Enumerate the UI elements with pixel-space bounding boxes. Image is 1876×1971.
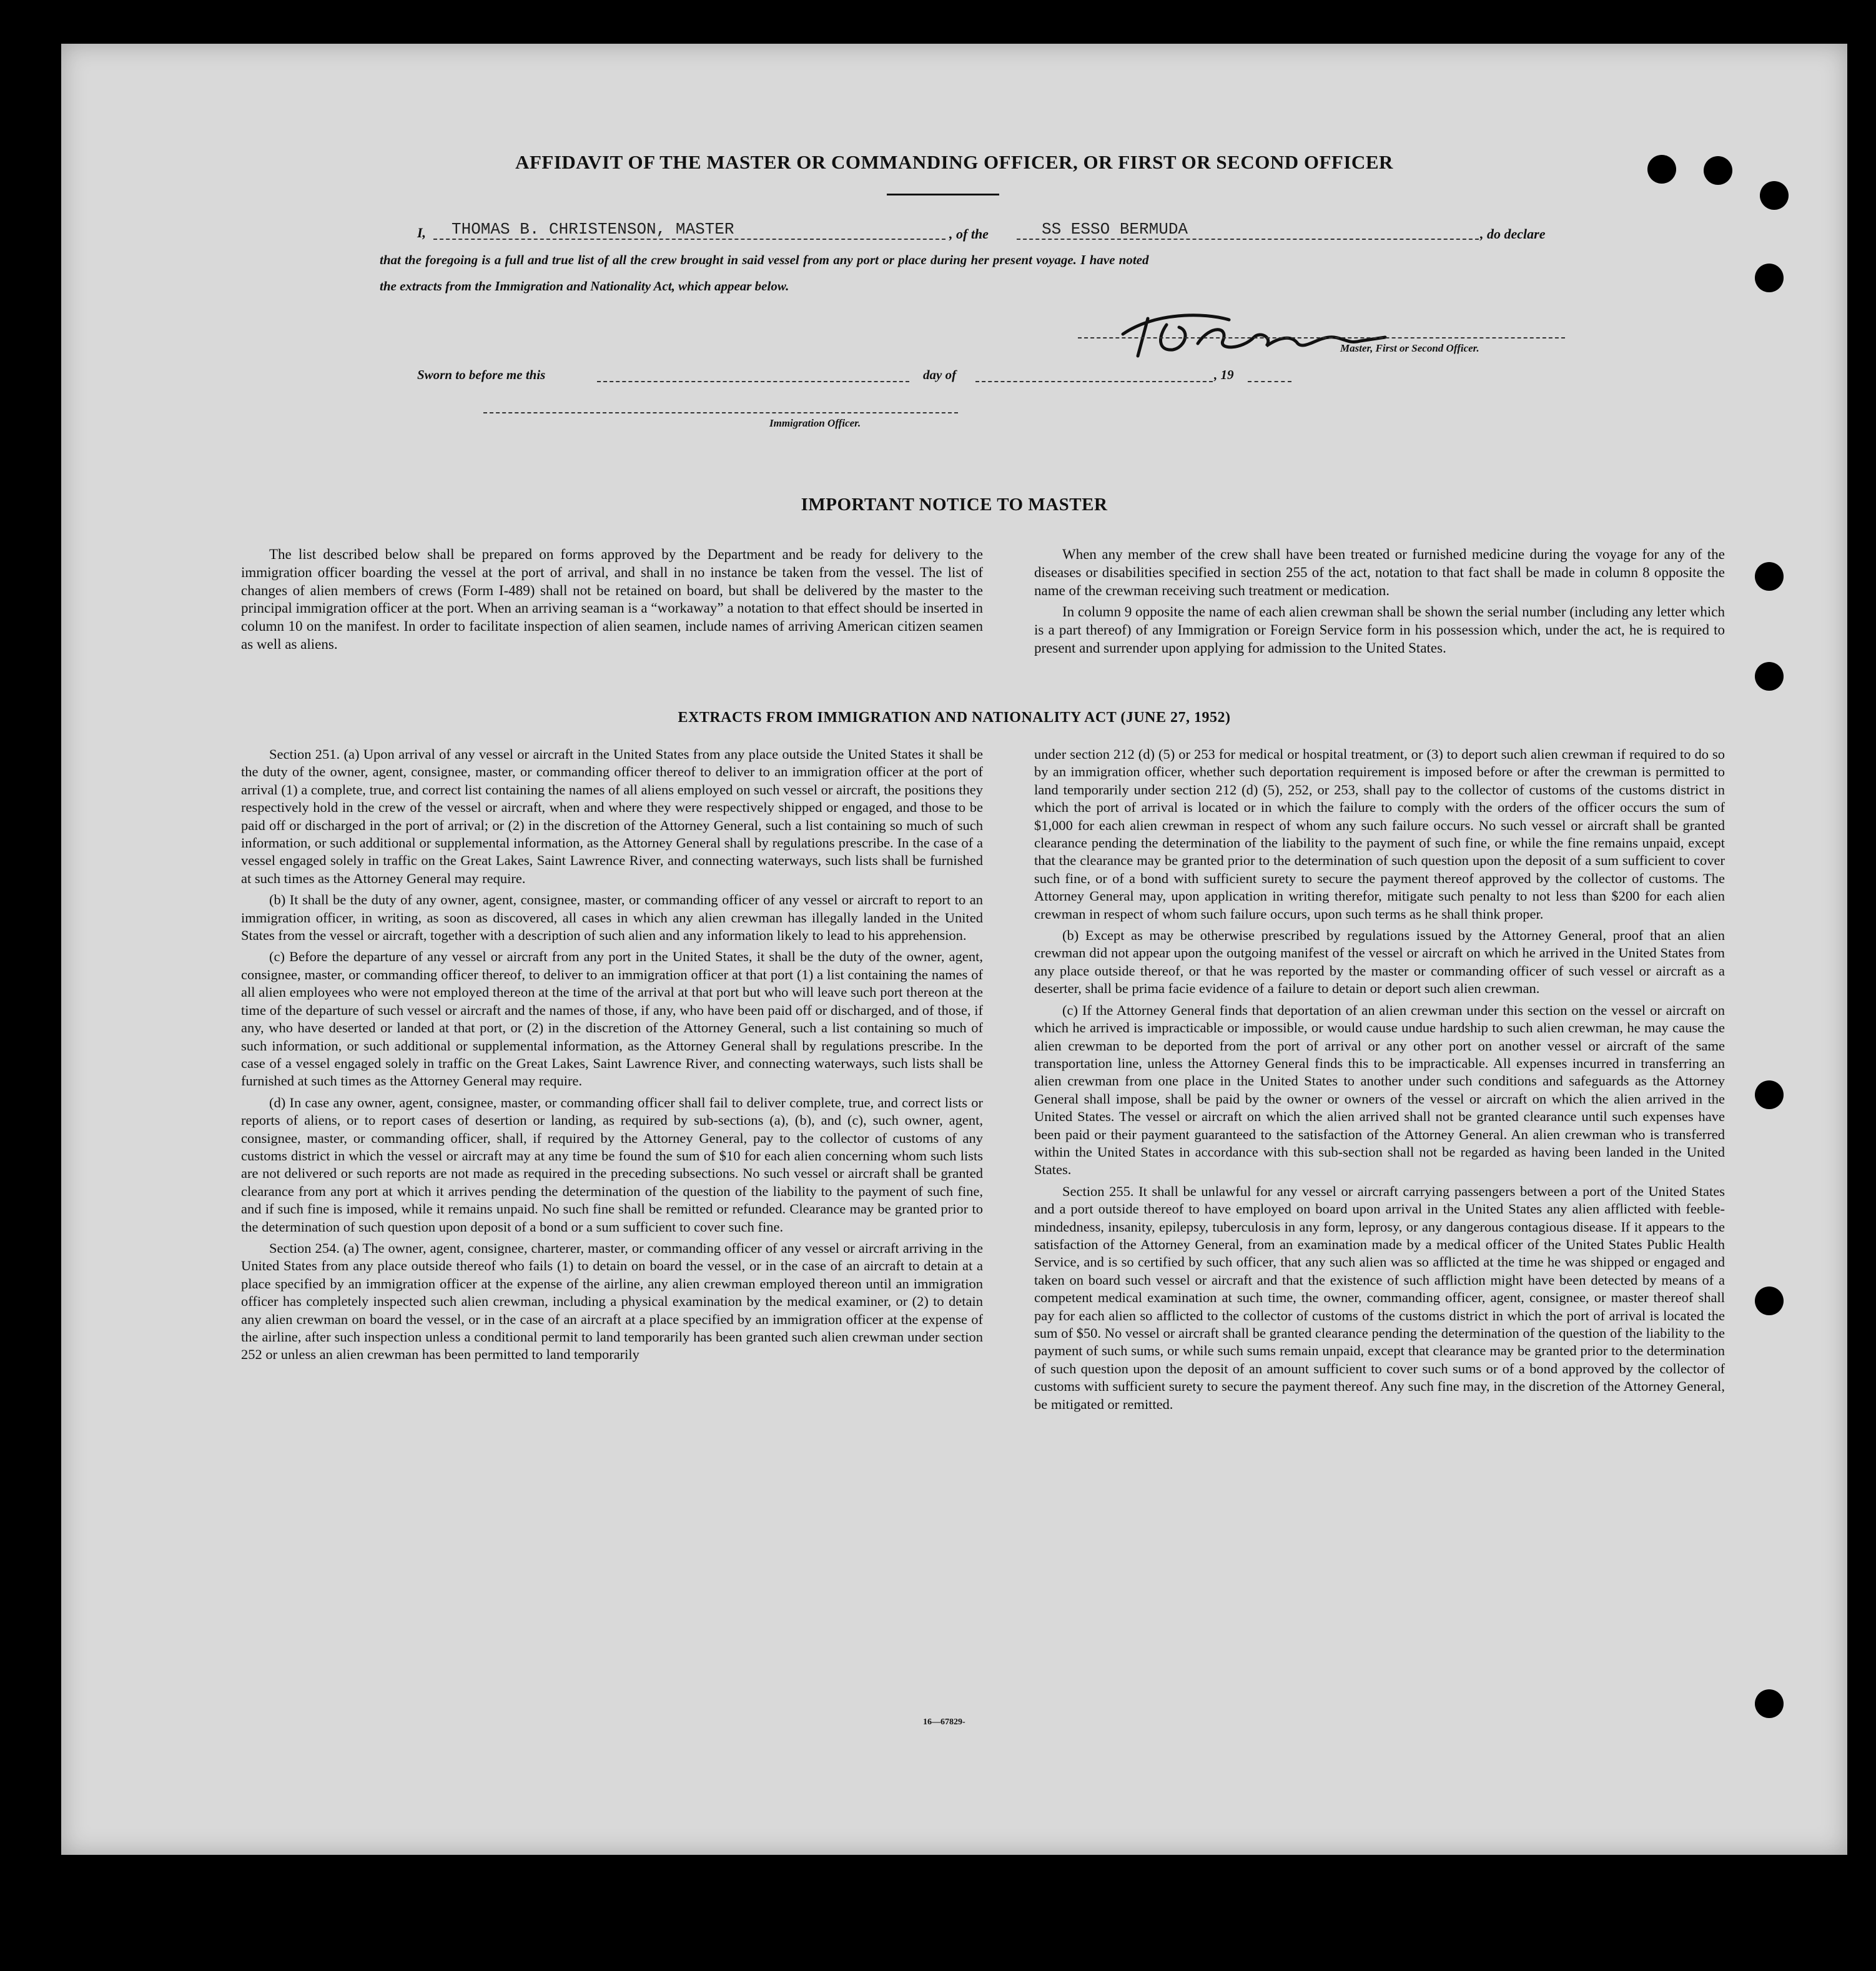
day-of-label: day of	[923, 367, 957, 382]
immigration-officer-line	[483, 412, 958, 413]
vessel-name-line	[1017, 239, 1479, 240]
punch-hole	[1755, 1287, 1784, 1315]
document-page	[61, 44, 1847, 1855]
notice-title: IMPORTANT NOTICE TO MASTER	[801, 495, 1108, 515]
punch-hole	[1755, 1080, 1784, 1109]
master-name-field: THOMAS B. CHRISTENSON, MASTER	[452, 220, 734, 239]
signature-line	[1078, 337, 1565, 338]
notice-left-column	[241, 546, 983, 658]
section-251-c: (c) Before the departure of any vessel or aircraft from any port in the United States, it shall be the duty of the owner, agent, consignee, master, or commanding officer thereof, to deliver to an immigration officer at that port (1) a list containing the names of all alien employees who were not employed thereon at the time of the arrival at that port but who will leave such port thereon at the time of the departure of such vessel or aircraft and the names of those, if any, who have been paid off or discharged, and of those, if any, who have deserted or landed at that port, or (2) in the discretion of the Attorney General, such a list containing so much of such information, or such additional or supplemental information, as the Attorney General shall by regulations prescribe. In the case of a vessel engaged solely in traffic on the Great Lakes, Saint Lawrence River, and connecting waterways, such lists shall be furnished at such times as the Attorney General may require.	[241, 949, 983, 1089]
punch-hole	[1755, 264, 1784, 292]
section-255: Section 255. It shall be unlawful for any vessel or aircraft carrying passengers between a port of the United States and a port outside thereof to have employed on board upon arrival in the United States any alien afflicted with feeble-mindedness, insanity, epilepsy, tuberculosis in any form, leprosy, or any dangerous contagious disease. If it appears to the satisfaction of the Attorney General, from an examination made by a medical officer of the United States Public Health Service, and is so certified by such officer, that any such alien was so afflicted at the time he was shipped or engaged and taken on board such vessel or aircraft and that the existence of such affliction might have been detected by means of a competent medical examination at such time, the owner, commanding officer, agent, consignee, or master thereof shall pay for each alien so afflicted to the collector of customs of the customs district in which the port of arrival is located the sum of $50. No vessel or aircraft shall be granted clearance pending the determination of the question of the liability to the payment of such sums, or while such sums remain unpaid, except that clearance may be granted prior to the determination of such question upon the deposit of an amount sufficient to cover such sums or of a bond approved by the collector of customs with sufficient surety to secure the payment thereof. Any such fine may, in the discretion of the Attorney General, be mitigated or remitted.	[1034, 1183, 1725, 1412]
section-251-d: (d) In case any owner, agent, consignee, master, or commanding officer shall fail to deliver complete, true, and correct lists or reports of aliens, or to report cases of desertion or landing, as required by sub-sections (a), (b), and (c), such owner, agent, consignee, master, or commanding officer, shall, if required by the Attorney General, pay to the collector of customs of any customs district in which the vessel or aircraft may at any time be found the sum of $10 for each alien concerning whom such lists are not delivered or such reports are not made as required in the preceding subsections. No such vessel or aircraft shall be granted clearance from any port at which it arrives pending the determination of the question of the liability to the payment of such fine, and if such fine is imposed, while it remains unpaid. No such fine shall be remitted or refunded. Clearance may be granted prior to the determination of such question upon deposit of a bond or a sum sufficient to cover such fine.	[241, 1094, 983, 1235]
notice-right-paragraph-2: In column 9 opposite the name of each alien crewman shall be shown the serial number (including any letter which is a part thereof) of any Immigration or Foreign Service form in his possession which, under the act, he is required to present and surrender upon applying for admission to the United States.	[1034, 604, 1725, 656]
notice-right-paragraph-1: When any member of the crew shall have been treated or furnished medicine during the voyage for any of the diseases or disabilities specified in section 255 of the act, notation to that fact shall be made in column 8 opposite the name of the crewman receiving such treatment or medication.	[1034, 546, 1725, 598]
master-signature	[1098, 300, 1391, 368]
punch-hole	[1755, 1689, 1784, 1718]
extracts-right-column	[1034, 746, 1725, 1417]
of-the-label: , of the	[949, 226, 989, 242]
extracts-left-column	[241, 746, 983, 1368]
immigration-officer-label: Immigration Officer.	[769, 417, 861, 429]
i-label: I,	[417, 225, 427, 240]
sworn-month-line	[975, 381, 1213, 382]
sworn-year-line	[1248, 381, 1291, 382]
section-254-b: (b) Except as may be otherwise prescribed by regulations issued by the Attorney General, proof that an alien crewman did not appear upon the outgoing manifest of the vessel or aircraft on which he arrived in the United States from any place outside thereof, or that he was reported by the master or commanding officer of such vessel or aircraft as a deserter, shall be prima facie evidence of a failure to detain or deport such alien crewman.	[1034, 927, 1725, 997]
signature-caption: Master, First or Second Officer.	[1340, 342, 1479, 354]
print-code: 16—67829-	[923, 1717, 965, 1727]
punch-hole	[1755, 562, 1784, 591]
sworn-day-line	[597, 381, 909, 382]
master-name-line	[433, 239, 945, 240]
section-251-b: (b) It shall be the duty of any owner, agent, consignee, master, or commanding officer of any vessel or aircraft to report to an immigration officer, in writing, as soon as discovered, all cases in which any alien crewman has illegally landed in the United States from the vessel or aircraft, together with a description of such alien and any information likely to lead to his apprehension.	[241, 892, 983, 944]
notice-right-column	[1034, 546, 1725, 661]
statement-line-1: that the foregoing is a full and true list of all the crew brought in said vessel from any port or place during her present voyage. I have noted	[380, 252, 1149, 267]
extracts-title: EXTRACTS FROM IMMIGRATION AND NATIONALITY ACT (JUNE 27, 1952)	[678, 709, 1231, 726]
section-254-a: Section 254. (a) The owner, agent, consignee, charterer, master, or commanding officer of any vessel or aircraft arriving in the United States from any place outside thereof who fails (1) to detain on board the vessel, or in the case of an aircraft to detain at a place specified by an immigration officer at the expense of the airline, any alien crewman employed thereon until an immigration officer has completely inspected such alien crewman, including a physical examination by the medical examiner, or (2) to detain any alien crewman on board the vessel, or in the case of an aircraft at a place specified by an immigration officer at the expense of the airline, after such inspection unless a conditional permit to land temporarily has been granted such alien crewman under section 252 or unless an alien crewman has been permitted to land temporarily	[241, 1240, 983, 1363]
vessel-name-field: SS ESSO BERMUDA	[1042, 220, 1188, 239]
punch-hole	[1755, 662, 1784, 691]
punch-hole	[1760, 181, 1789, 210]
section-254-a-continued: under section 212 (d) (5) or 253 for medical or hospital treatment, or (3) to deport such alien crewman if required to do so by an immigration officer, whether such deportation requirement is imposed before or after the crewman is permitted to land temporarily under section 212 (d) (5), 252, or 253, shall pay to the collector of customs of the customs district in which the port of arrival is located or in which the failure to comply with the orders of the officer occurs the sum of $1,000 for each alien crewman in respect of whom any such failure occurs. No such vessel or aircraft shall be granted clearance pending the determination of the liability to the payment of such fine, or while the fine remains unpaid, except that the clearance may be granted prior to the determination of such question upon the deposit of a sum sufficient to cover such fine, or of a bond with sufficient surety to secure the payment thereof approved by the collector of customs. The Attorney General may, upon application in writing therefor, mitigate such penalty to not less than $200 for each alien crewman in respect of whom such failure occurs, upon such terms as he shall think proper.	[1034, 746, 1725, 922]
affidavit-title: AFFIDAVIT OF THE MASTER OR COMMANDING OFFICER, OR FIRST OR SECOND OFFICER	[515, 151, 1393, 173]
statement-line-2: the extracts from the Immigration and Nationality Act, which appear below.	[380, 279, 789, 294]
year-label: , 19	[1214, 367, 1234, 382]
do-declare-label: , do declare	[1480, 226, 1546, 242]
section-254-c: (c) If the Attorney General finds that deportation of an alien crewman under this section on the vessel or aircraft on which he arrived is impracticable or impossible, or would cause undue hardship to such alien crewman, he may cause the alien crewman to be deported from the port of arrival or any other port on another vessel or aircraft of the same transportation line, unless the Attorney General finds this to be impracticable. All expenses incurred in transferring an alien crewman from one place in the United States to another under such conditions and safeguards as the Attorney General shall impose, shall be paid by the owner or owners of the vessel or aircraft on which the alien arrived in the United States. The vessel or aircraft on which the alien arrived shall not be granted clearance until such expenses have been paid or their payment guaranteed to the satisfaction of the Attorney General. An alien crewman who is transferred within the United States in accordance with this sub-section shall not be regarded as having been landed in the United States.	[1034, 1002, 1725, 1178]
title-underline	[887, 194, 999, 195]
notice-left-paragraph: The list described below shall be prepared on forms approved by the Department and be ready for delivery to the immigration officer boarding the vessel at the port of arrival, and shall in no instance be taken from the vessel. The list of changes of alien members of crews (Form I-489) shall not be retained on board, but shall be delivered by the master to the principal immigration officer at the port. When an arriving seaman is a “workaway” a notation to that effect should be inserted in column 10 on the manifest. In order to facilitate inspection of alien seamen, include names of arriving American citizen seamen as well as aliens.	[241, 546, 983, 652]
sworn-label: Sworn to before me this	[417, 367, 546, 382]
section-251-a: Section 251. (a) Upon arrival of any vessel or aircraft in the United States from any place outside the United States it shall be the duty of the owner, agent, consignee, master, or commanding officer thereof to deliver to an immigration officer at the port of arrival (1) a complete, true, and correct list containing the names of all aliens employed on such vessel or aircraft, the positions they respectively hold in the crew of the vessel or aircraft, when and where they were respectively shipped or engaged, and those to be paid off or discharged in the port of arrival; or (2) in the discretion of the Attorney General, such a list containing so much of such information, or such additional or supplemental information, as the Attorney General shall by regulations prescribe. In the case of a vessel engaged solely in traffic on the Great Lakes, Saint Lawrence River, and connecting waterways, such lists shall be furnished at such times as the Attorney General may require.	[241, 746, 983, 886]
